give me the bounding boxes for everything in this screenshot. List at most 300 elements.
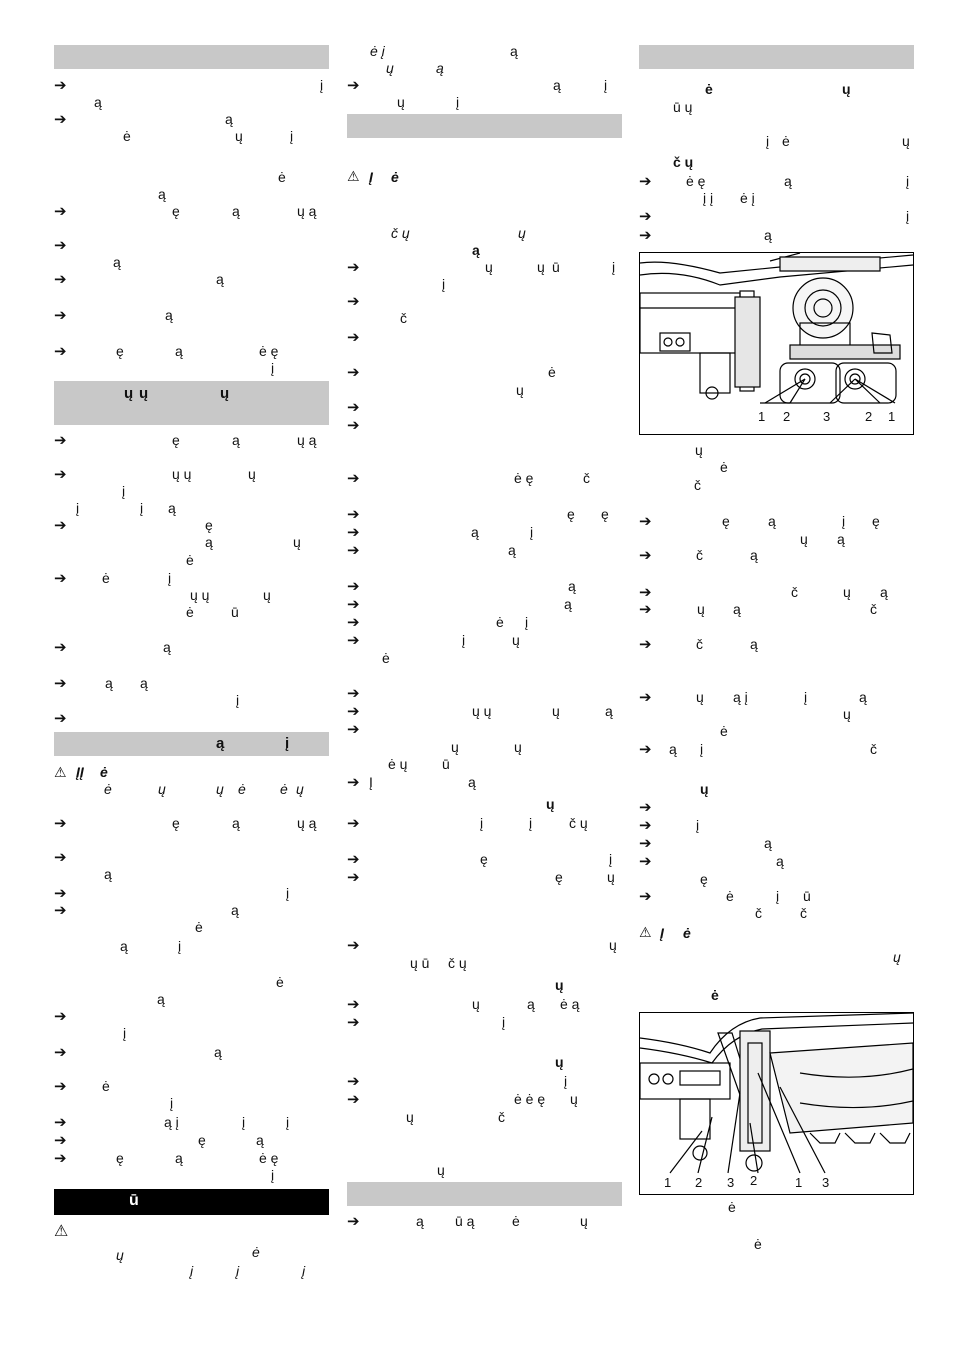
text-char: č: [800, 905, 807, 921]
text-char: ų: [842, 81, 851, 97]
text-char: č: [498, 1109, 505, 1125]
arrow-bullet: ➔: [347, 721, 360, 738]
text-char: ė ą: [560, 996, 580, 1012]
text-char: į: [564, 1073, 568, 1089]
text-char: ė: [391, 169, 399, 185]
arrow-bullet: ➔: [54, 1114, 67, 1131]
warning-icon: ⚠: [639, 924, 652, 940]
text-char: ą: [175, 1150, 183, 1166]
text-char: ū: [552, 259, 560, 275]
text-char: į: [236, 692, 240, 708]
text-char: ė ų: [388, 756, 408, 772]
figure-machine-side: [639, 1012, 914, 1195]
text-char: ė: [683, 925, 691, 941]
text-char: ė: [382, 650, 390, 666]
text-char: ą: [113, 254, 121, 270]
text-char: į: [178, 938, 182, 954]
arrow-bullet: ➔: [347, 1213, 360, 1230]
figure-label: 2: [865, 409, 873, 424]
text-char: ų: [893, 949, 901, 965]
text-char: į: [271, 1167, 275, 1183]
figure-label: 1: [664, 1175, 672, 1190]
figure-label: 2: [783, 409, 791, 424]
text-char: į: [906, 173, 910, 189]
arrow-bullet: ➔: [639, 888, 652, 905]
text-char: ų ų: [172, 466, 192, 482]
text-char: ū: [231, 604, 239, 620]
arrow-bullet: ➔: [54, 639, 67, 656]
text-char: ų ą: [297, 432, 317, 448]
text-char: ė: [278, 169, 286, 185]
text-char: į: [502, 1014, 506, 1030]
text-char: ė: [186, 604, 194, 620]
arrow-bullet: ➔: [54, 1008, 67, 1025]
text-char: ą: [216, 271, 224, 287]
text-char: ę: [555, 869, 563, 885]
text-char: č ų: [448, 955, 467, 971]
text-char: į: [242, 1114, 246, 1130]
text-char: į: [906, 208, 910, 224]
text-char: ų: [485, 259, 493, 275]
text-char: ų: [843, 706, 851, 722]
arrow-bullet: ➔: [54, 517, 67, 534]
text-char: ą: [205, 534, 213, 550]
warning-icon: ⚠: [54, 1223, 69, 1240]
arrow-bullet: ➔: [54, 902, 67, 919]
arrow-bullet: ➔: [347, 851, 360, 868]
text-char: č ų: [673, 154, 694, 170]
text-char: į: [236, 1263, 240, 1279]
text-char: ė: [711, 987, 719, 1003]
text-char: į: [696, 817, 700, 833]
text-char: ą: [837, 531, 845, 547]
text-char: ą: [232, 203, 240, 219]
text-char: ę: [567, 506, 575, 522]
arrow-bullet: ➔: [347, 1091, 360, 1108]
text-char: č: [755, 905, 762, 921]
text-char: č: [400, 310, 407, 326]
text-char: ų: [451, 739, 459, 755]
text-char: ę: [722, 513, 730, 529]
text-char: ą: [564, 596, 572, 612]
text-char: ę: [700, 871, 708, 887]
text-char: Į: [369, 169, 373, 185]
text-char: ė: [123, 128, 131, 144]
arrow-bullet: ➔: [347, 542, 360, 559]
text-char: ė: [276, 974, 284, 990]
arrow-bullet: ➔: [347, 614, 360, 631]
text-char: ą: [105, 675, 113, 691]
arrow-bullet: ➔: [639, 584, 652, 601]
arrow-bullet: ➔: [54, 1044, 67, 1061]
text-char: ė: [705, 81, 713, 97]
text-char: ą: [163, 639, 171, 655]
machine-illustration: [640, 253, 913, 434]
header-char: ų: [124, 385, 134, 402]
text-char: ą: [232, 432, 240, 448]
text-char: ę: [205, 517, 213, 533]
figure-label: 1: [795, 1175, 803, 1190]
text-char: č: [583, 470, 590, 486]
arrow-bullet: ➔: [54, 111, 67, 128]
text-char: ę: [601, 506, 609, 522]
text-char: į: [170, 1095, 174, 1111]
text-char: į į: [703, 190, 714, 206]
text-char: ų ą: [297, 203, 317, 219]
arrow-bullet: ➔: [54, 1078, 67, 1095]
text-char: Į: [660, 925, 664, 941]
text-char: č: [791, 584, 798, 600]
text-char: ū ų: [673, 99, 693, 115]
text-char: ą: [859, 689, 867, 705]
arrow-bullet: ➔: [54, 1132, 67, 1149]
text-char: ų: [296, 781, 304, 797]
text-char: į: [804, 689, 808, 705]
arrow-bullet: ➔: [54, 675, 67, 692]
text-char: į: [123, 1025, 127, 1041]
text-char: ė: [726, 888, 734, 904]
text-char: ą: [168, 500, 176, 516]
text-char: į: [700, 741, 704, 757]
header-char: ų: [220, 385, 230, 402]
text-char: ė į: [370, 43, 385, 59]
text-char: į: [271, 360, 275, 376]
text-char: ų ų: [472, 703, 492, 719]
text-char: į: [290, 128, 294, 144]
text-char: ę: [172, 815, 180, 831]
text-char: ę: [116, 343, 124, 359]
arrow-bullet: ➔: [639, 689, 652, 706]
text-char: ų: [514, 739, 522, 755]
text-char: č: [870, 741, 877, 757]
arrow-bullet: ➔: [54, 815, 67, 832]
text-char: į: [442, 276, 446, 292]
text-char: ą: [468, 774, 476, 790]
text-char: į: [609, 851, 613, 867]
text-char: ė į: [740, 190, 755, 206]
text-char: ė: [104, 781, 112, 797]
text-char: ą: [94, 94, 102, 110]
text-char: č ų: [569, 815, 588, 831]
text-char: ė: [754, 1236, 762, 1252]
text-char: ų: [472, 996, 480, 1012]
arrow-bullet: ➔: [639, 547, 652, 564]
arrow-bullet: ➔: [347, 364, 360, 381]
text-char: į: [462, 632, 466, 648]
text-char: ų: [406, 1109, 414, 1125]
text-char: ą: [232, 815, 240, 831]
text-char: ų: [555, 1054, 564, 1070]
text-char: ų: [235, 128, 243, 144]
arrow-bullet: ➔: [54, 271, 67, 288]
text-char: ė: [280, 781, 288, 797]
arrow-bullet: ➔: [347, 703, 360, 720]
figure-label: 1: [888, 409, 896, 424]
text-char: ė: [512, 1213, 520, 1229]
text-char: į: [302, 1263, 306, 1279]
text-char: ė ę: [259, 343, 279, 359]
arrow-bullet: ➔: [639, 741, 652, 758]
text-char: ų ų: [190, 587, 210, 603]
text-char: ą: [880, 584, 888, 600]
text-char: ų: [902, 133, 910, 149]
text-char: č: [870, 601, 877, 617]
header-char: į: [285, 735, 290, 752]
arrow-bullet: ➔: [347, 259, 360, 276]
arrow-bullet: ➔: [54, 466, 67, 483]
text-char: ų: [437, 1162, 445, 1178]
header-char: ū: [129, 1192, 139, 1209]
text-char: Į: [369, 774, 373, 790]
arrow-bullet: ➔: [639, 227, 652, 244]
arrow-bullet: ➔: [54, 885, 67, 902]
text-char: č: [696, 547, 703, 563]
text-char: ę: [480, 851, 488, 867]
arrow-bullet: ➔: [347, 470, 360, 487]
machine-illustration: [640, 1013, 913, 1194]
text-char: ė: [548, 364, 556, 380]
text-char: ą: [764, 227, 772, 243]
text-char: į: [480, 815, 484, 831]
figure-label: 2: [695, 1175, 703, 1190]
text-char: ą: [750, 547, 758, 563]
arrow-bullet: ➔: [347, 632, 360, 649]
text-char: ė ę: [259, 1150, 279, 1166]
text-char: ų: [697, 601, 705, 617]
text-char: ų: [552, 703, 560, 719]
text-char: ė: [496, 614, 504, 630]
text-char: ą: [510, 43, 518, 59]
text-char: ų: [580, 1213, 588, 1229]
text-char: ų: [512, 632, 520, 648]
text-char: ų: [537, 259, 545, 275]
text-char: ų: [263, 587, 271, 603]
text-char: ą: [436, 60, 444, 76]
text-char: ų: [695, 442, 703, 458]
arrow-bullet: ➔: [347, 506, 360, 523]
arrow-bullet: ➔: [54, 710, 67, 727]
header-char: ų: [139, 385, 149, 402]
text-char: ė: [102, 570, 110, 586]
text-char: ų: [397, 94, 405, 110]
text-char: ę: [116, 1150, 124, 1166]
text-char: ū: [803, 888, 811, 904]
arrow-bullet: ➔: [54, 237, 67, 254]
text-char: ė: [102, 1078, 110, 1094]
arrow-bullet: ➔: [54, 849, 67, 866]
text-char: į: [766, 133, 770, 149]
text-char: ę: [198, 1132, 206, 1148]
text-char: ū ą: [455, 1213, 475, 1229]
text-char: į: [122, 483, 126, 499]
text-char: į: [286, 885, 290, 901]
arrow-bullet: ➔: [54, 432, 67, 449]
text-char: ų: [518, 225, 526, 241]
text-char: ą: [768, 513, 776, 529]
text-char: ū: [442, 756, 450, 772]
text-char: ų: [607, 869, 615, 885]
text-char: ų: [516, 382, 524, 398]
text-char: ė: [195, 919, 203, 935]
arrow-bullet: ➔: [54, 570, 67, 587]
text-char: ą: [784, 173, 792, 189]
text-char: ą: [256, 1132, 264, 1148]
arrow-bullet: ➔: [54, 307, 67, 324]
text-char: ą į: [733, 689, 748, 705]
figure-label: 1: [758, 409, 766, 424]
text-char: ę: [172, 203, 180, 219]
text-char: į: [612, 259, 616, 275]
arrow-bullet: ➔: [347, 774, 360, 791]
text-char: ą: [764, 835, 772, 851]
text-char: ą: [120, 938, 128, 954]
arrow-bullet: ➔: [639, 173, 652, 190]
text-char: ų: [216, 781, 224, 797]
text-char: ą: [165, 307, 173, 323]
arrow-bullet: ➔: [639, 799, 652, 816]
text-char: ų: [293, 534, 301, 550]
text-char: ė ę: [514, 470, 534, 486]
text-char: ė: [720, 459, 728, 475]
arrow-bullet: ➔: [54, 343, 67, 360]
text-char: ų: [158, 781, 166, 797]
text-char: ų: [555, 977, 564, 993]
text-char: į: [525, 614, 529, 630]
text-char: ų: [248, 466, 256, 482]
text-char: ą: [553, 77, 561, 93]
text-char: ą: [416, 1213, 424, 1229]
arrow-bullet: ➔: [347, 578, 360, 595]
text-char: ų ū: [410, 955, 430, 971]
section-header-right-1: [639, 45, 914, 69]
text-char: ą: [104, 866, 112, 882]
arrow-bullet: ➔: [347, 996, 360, 1013]
text-char: į: [604, 77, 608, 93]
text-char: ų ą: [297, 815, 317, 831]
text-char: ą: [508, 542, 516, 558]
arrow-bullet: ➔: [347, 293, 360, 310]
arrow-bullet: ➔: [54, 77, 67, 94]
text-char: ų: [609, 937, 617, 953]
text-char: ą: [605, 703, 613, 719]
text-char: į: [530, 524, 534, 540]
text-char: ą: [231, 902, 239, 918]
text-char: į: [529, 815, 533, 831]
figure-label: 3: [727, 1175, 735, 1190]
text-char: į: [286, 1114, 290, 1130]
text-char: ą: [140, 675, 148, 691]
text-char: č: [694, 477, 701, 493]
arrow-bullet: ➔: [347, 937, 360, 954]
text-char: ų: [696, 689, 704, 705]
text-char: ų: [700, 781, 709, 797]
arrow-bullet: ➔: [639, 853, 652, 870]
text-char: ė: [238, 781, 246, 797]
text-char: ų: [546, 796, 555, 812]
arrow-bullet: ➔: [639, 513, 652, 530]
text-char: ĮĮ: [76, 764, 84, 780]
figure-label: 3: [822, 1175, 830, 1190]
arrow-bullet: ➔: [347, 1073, 360, 1090]
figure-label: 2: [750, 1173, 758, 1188]
arrow-bullet: ➔: [347, 685, 360, 702]
text-char: į: [776, 888, 780, 904]
text-char: ė ė ę: [514, 1091, 546, 1107]
text-char: ą: [472, 242, 480, 258]
text-char: č: [696, 636, 703, 652]
text-char: ė: [100, 764, 108, 780]
text-char: į: [168, 570, 172, 586]
text-char: į: [320, 77, 324, 93]
arrow-bullet: ➔: [347, 524, 360, 541]
arrow-bullet: ➔: [54, 1150, 67, 1167]
text-char: į: [190, 1263, 194, 1279]
arrow-bullet: ➔: [347, 596, 360, 613]
figure-label: 3: [823, 409, 831, 424]
arrow-bullet: ➔: [347, 77, 360, 94]
figure-machine-top: [639, 252, 914, 435]
text-char: ų: [843, 584, 851, 600]
text-char: ų: [116, 1247, 124, 1263]
text-char: ė ę: [686, 173, 706, 189]
text-char: ą: [214, 1044, 222, 1060]
text-char: į: [842, 513, 846, 529]
text-char: ą: [568, 578, 576, 594]
text-char: č ų: [391, 225, 410, 241]
text-char: į: [76, 500, 80, 516]
text-char: ą: [669, 741, 677, 757]
text-char: ų: [800, 531, 808, 547]
arrow-bullet: ➔: [347, 1014, 360, 1031]
text-char: į: [456, 94, 460, 110]
arrow-bullet: ➔: [639, 817, 652, 834]
text-char: ų: [570, 1091, 578, 1107]
text-char: ą: [750, 636, 758, 652]
text-char: ą: [157, 991, 165, 1007]
text-char: ą: [527, 996, 535, 1012]
header-char: ą: [216, 735, 225, 752]
warning-icon: ⚠: [347, 168, 360, 184]
text-char: ą: [175, 343, 183, 359]
arrow-bullet: ➔: [347, 399, 360, 416]
text-char: ė: [728, 1199, 736, 1215]
arrow-bullet: ➔: [54, 203, 67, 220]
text-char: ė: [252, 1244, 260, 1260]
text-char: ą: [225, 111, 233, 127]
arrow-bullet: ➔: [639, 208, 652, 225]
text-char: ų: [386, 60, 394, 76]
text-char: ą: [471, 524, 479, 540]
warning-icon: ⚠: [54, 764, 67, 780]
text-char: ą į: [164, 1114, 179, 1130]
text-char: ė: [782, 133, 790, 149]
arrow-bullet: ➔: [347, 329, 360, 346]
arrow-bullet: ➔: [347, 417, 360, 434]
text-char: ę: [872, 513, 880, 529]
arrow-bullet: ➔: [639, 636, 652, 653]
text-char: ą: [158, 186, 166, 202]
text-char: ą: [733, 601, 741, 617]
arrow-bullet: ➔: [639, 835, 652, 852]
text-char: į: [140, 500, 144, 516]
arrow-bullet: ➔: [347, 869, 360, 886]
arrow-bullet: ➔: [347, 815, 360, 832]
text-char: ą: [776, 853, 784, 869]
text-char: ę: [172, 432, 180, 448]
arrow-bullet: ➔: [639, 601, 652, 618]
text-char: ė: [720, 723, 728, 739]
text-char: ė: [186, 552, 194, 568]
